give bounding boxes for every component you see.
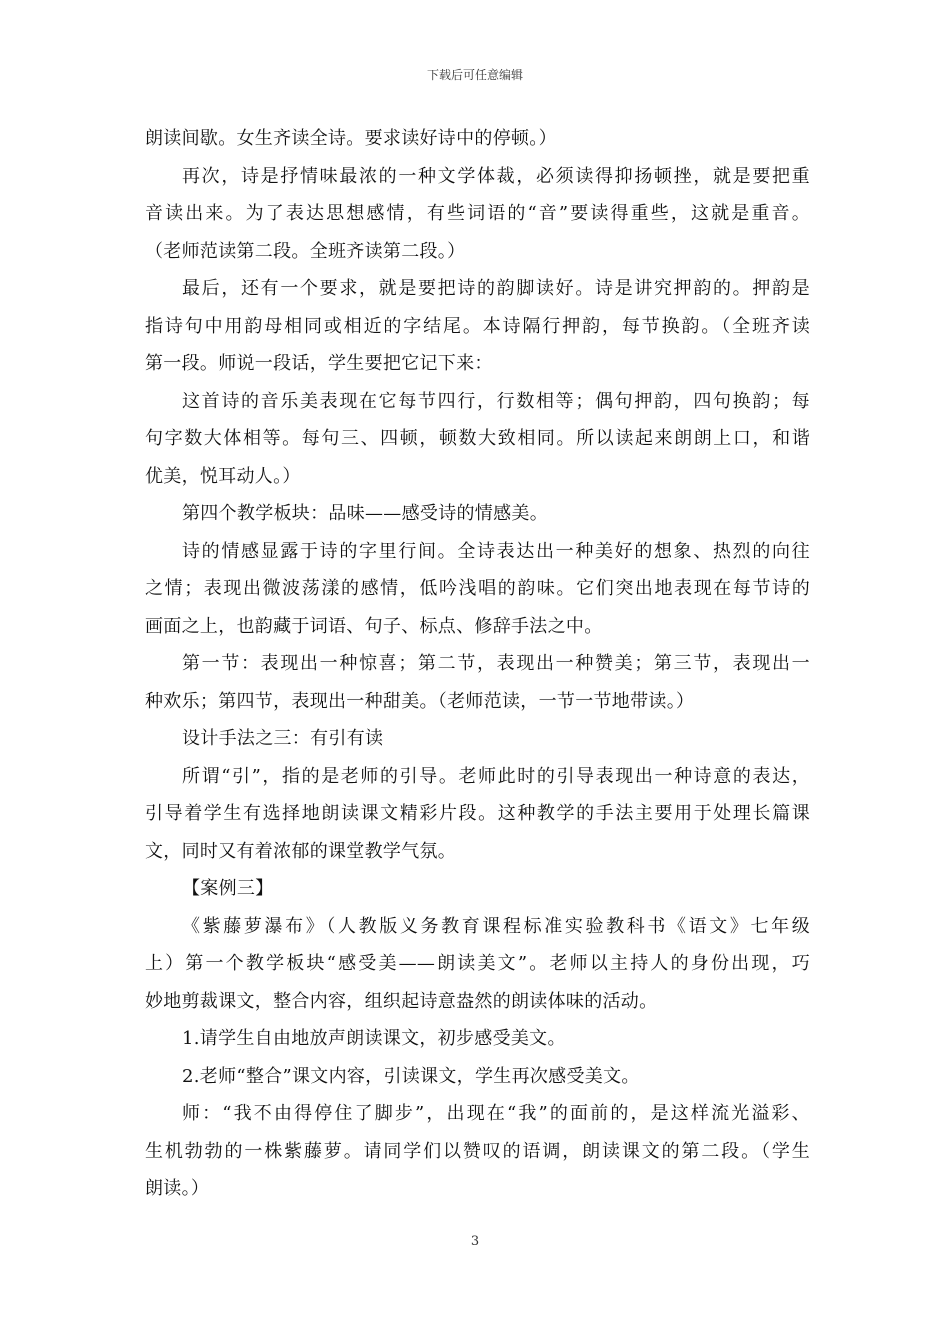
text-line: 第一节：表现出一种惊喜；第二节，表现出一种赞美；第三节，表现出一 — [182, 653, 810, 674]
text-line: 音读出来。为了表达思想感情，有些词语的“音”要读得重些，这就是重音。 — [145, 203, 810, 224]
text-line: 师：“我不由得停住了脚步”，出现在“我”的面前的，是这样流光溢彩、 — [182, 1103, 810, 1124]
text-line: 最后，还有一个要求，就是要把诗的韵脚读好。诗是讲究押韵的。押韵是 — [182, 278, 810, 299]
section-heading: 设计手法之三：有引有读 — [182, 728, 384, 749]
text-line: 上）第一个教学板块“感受美——朗读美文”。老师以主持人的身份出现，巧 — [145, 953, 810, 974]
text-line: 所谓“引”，指的是老师的引导。老师此时的引导表现出一种诗意的表达， — [182, 765, 810, 787]
text-line: 生机勃勃的一株紫藤萝。请同学们以赞叹的语调，朗读课文的第二段。（学生 — [145, 1140, 810, 1162]
text-line: （老师范读第二段。全班齐读第二段。） — [145, 240, 466, 262]
text-line: 文，同时又有着浓郁的课堂教学气氛。 — [145, 840, 457, 862]
page-number: 3 — [470, 1234, 480, 1249]
page-header: 下载后可任意编辑 — [426, 68, 523, 82]
text-line: 第一段。师说一段话，学生要把它记下来： — [145, 353, 493, 374]
text-line: 《紫藤萝瀑布》（人教版义务教育课程标准实验教科书《语文》七年级 — [182, 915, 810, 937]
text-line: 引导着学生有选择地朗读课文精彩片段。这种教学的手法主要用于处理长篇课 — [145, 803, 810, 824]
text-line: 种欢乐；第四节，表现出一种甜美。（老师范读，一节一节地带读。） — [145, 690, 695, 712]
text-line: 画面之上，也韵藏于词语、句子、标点、修辞手法之中。 — [145, 615, 603, 637]
text-line: 指诗句中用韵母相同或相近的字结尾。本诗隔行押韵，每节换韵。（全班齐读 — [145, 315, 810, 337]
section-heading: 第四个教学板块：品味——感受诗的情感美。 — [182, 503, 548, 524]
text-line: 朗读。） — [145, 1178, 210, 1199]
text-line: 朗读间歇。女生齐读全诗。要求读好诗中的停顿。） — [145, 128, 557, 149]
case-heading: 【案例三】 — [182, 878, 274, 899]
text-line: 优美，悦耳动人。） — [145, 465, 301, 487]
text-line: 这首诗的音乐美表现在它每节四行，行数相等；偶句押韵，四句换韵；每 — [182, 390, 810, 412]
text-line: 之情；表现出微波荡漾的感情，低吟浅唱的韵味。它们突出地表现在每节诗的 — [145, 578, 810, 599]
document-body — [145, 120, 810, 1208]
list-item: 2.老师“整合”课文内容，引读课文，学生再次感受美文。 — [182, 1065, 640, 1087]
text-line: 再次，诗是抒情味最浓的一种文学体裁，必须读得抑扬顿挫，就是要把重 — [182, 165, 810, 187]
text-line: 妙地剪裁课文，整合内容，组织起诗意盎然的朗读体味的活动。 — [145, 990, 658, 1012]
text-line: 句字数大体相等。每句三、四顿，顿数大致相同。所以读起来朗朗上口，和谐 — [145, 428, 810, 449]
list-item: 1.请学生自由地放声朗读课文，初步感受美文。 — [182, 1028, 566, 1049]
text-line: 诗的情感显露于诗的字里行间。全诗表达出一种美好的想象、热烈的向往 — [182, 540, 810, 562]
